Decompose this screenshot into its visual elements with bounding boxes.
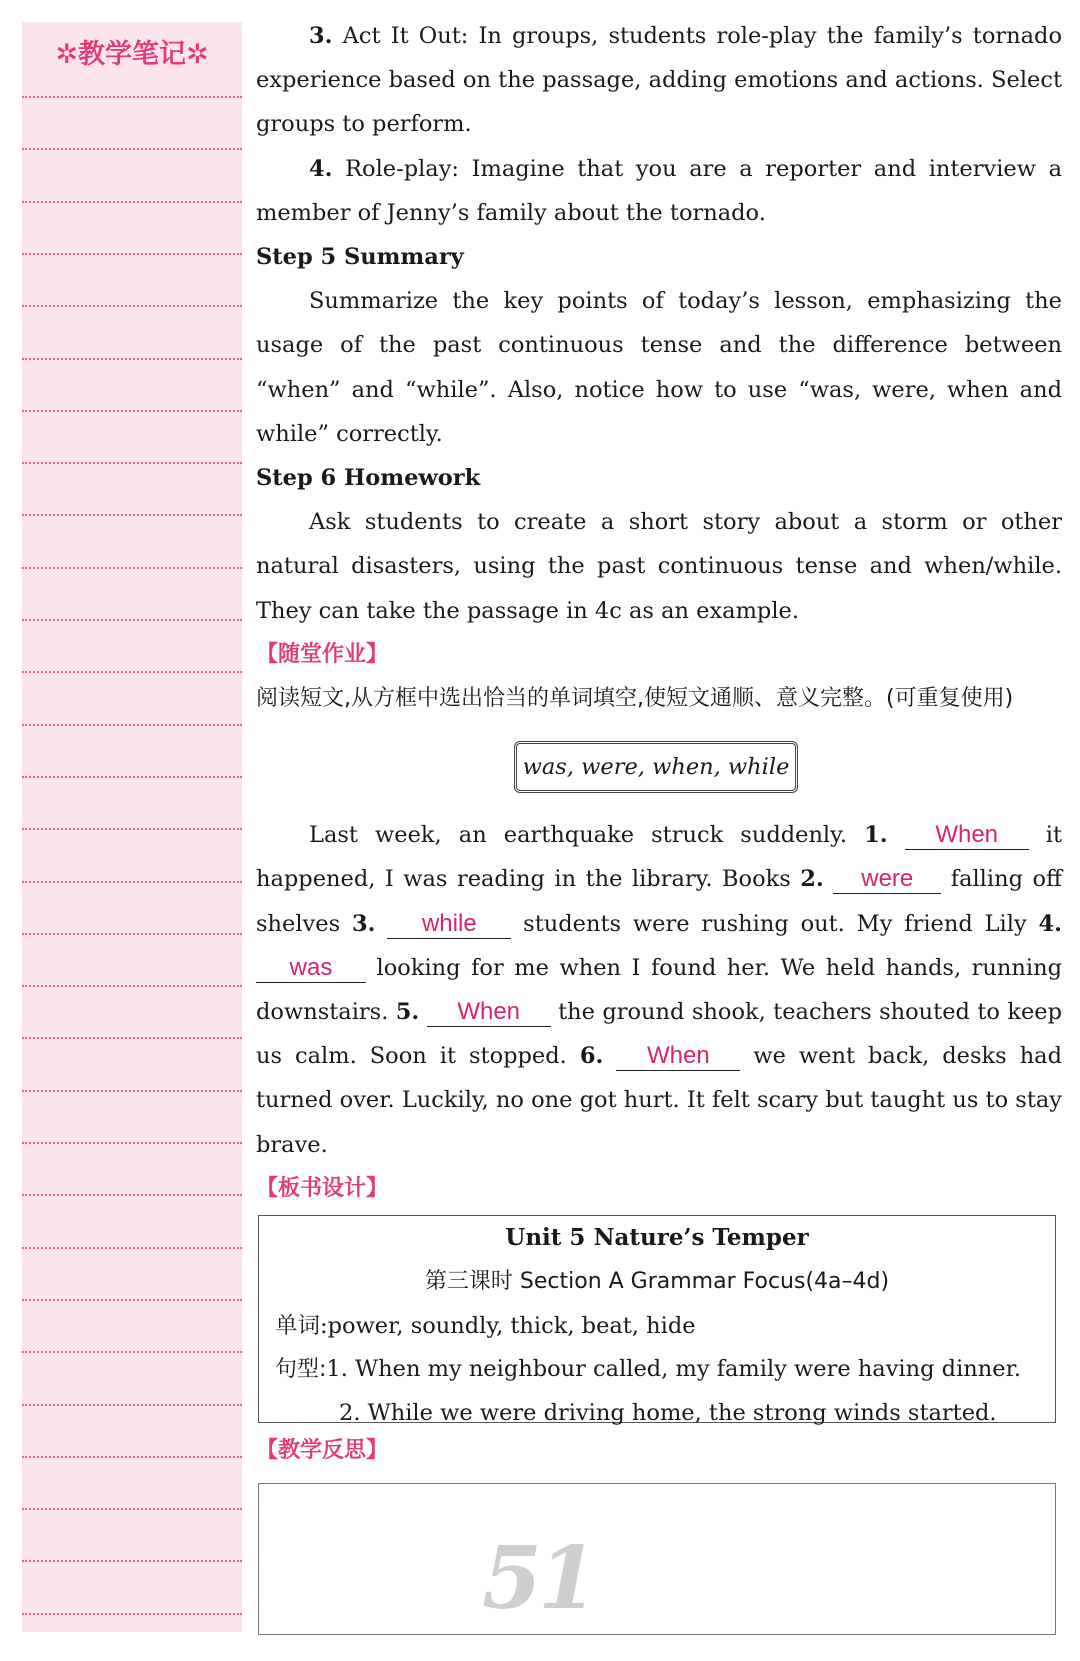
activity-3-text: Act It Out: In groups, students role-play the family’s tornado experience based on the passage, adding emotions and actions. Select groups to perform. — [256, 23, 1062, 138]
note-line — [22, 828, 242, 830]
cloze-passage — [256, 813, 1062, 1167]
note-line — [22, 1560, 242, 1562]
passage-text: the ground shook, teachers shouted to keep us calm. Soon it stopped. — [256, 999, 1062, 1070]
note-line — [22, 358, 242, 360]
answer-blank-5: When — [427, 998, 551, 1027]
reflection-box[interactable] — [258, 1483, 1056, 1635]
note-line — [22, 985, 242, 987]
passage-text: looking for me when I found her. We held hands, running downstairs. — [256, 954, 1062, 1026]
note-line — [22, 253, 242, 255]
activity-4-number: 4. — [309, 155, 333, 182]
step5-text: Summarize the key points of today’s lesson, emphasizing the usage of the past continuous tense and the difference between “when” and “while”. Also, notice how to use “was, were, when and while” correctly. — [256, 288, 1062, 447]
board-sentence-2: 2. While we were driving home, the strong winds started. — [339, 1400, 997, 1427]
passage-text: it happened, I was reading in the library. Books — [256, 822, 1063, 893]
note-line — [22, 201, 242, 203]
activity-4 — [256, 147, 1062, 235]
note-line — [22, 1456, 242, 1458]
note-line — [22, 1247, 242, 1249]
blank-number: 4. — [1038, 910, 1062, 937]
note-line — [22, 1194, 242, 1196]
blank-number: 2. — [800, 866, 824, 893]
blank-number: 3. — [351, 910, 376, 937]
note-line — [22, 410, 242, 412]
board-sentence-1-text: 1. When my neighbour called, my family were having dinner. — [326, 1356, 1022, 1383]
notes-sidebar — [22, 22, 242, 1632]
note-line — [22, 881, 242, 883]
note-line — [22, 776, 242, 778]
answer-blank-3: while — [387, 910, 511, 939]
blank-number: 5. — [395, 999, 420, 1026]
answer-blank-1: When — [905, 821, 1029, 850]
activity-4-text: Role-play: Imagine that you are a reporter and interview a member of Jenny’s family about the tornado. — [256, 155, 1062, 226]
board-design-heading: 【板书设计】 — [256, 1175, 389, 1201]
activity-3-number: 3. — [309, 23, 333, 49]
board-pattern-label: 句型: — [275, 1357, 327, 1383]
note-line — [22, 619, 242, 621]
note-line — [22, 724, 242, 726]
note-line — [22, 1090, 242, 1092]
step6-text: Ask students to create a short story about a storm or other natural disasters, using the past continuous tense and when/while. They can take the passage in 4c as an example. — [256, 509, 1062, 624]
exercise-heading: 【随堂作业】 — [256, 641, 389, 667]
note-line — [22, 462, 242, 464]
note-line — [22, 1508, 242, 1510]
board-sentence-1 — [275, 1347, 1021, 1392]
note-line — [22, 1404, 242, 1406]
note-line — [22, 96, 242, 98]
note-line — [22, 514, 242, 516]
answer-blank-6: When — [616, 1042, 740, 1071]
exercise-instruction: 阅读短文,从方框中选出恰当的单词填空,使短文通顺、意义完整。(可重复使用) — [256, 686, 1014, 712]
answer-blank-4: was — [256, 954, 366, 983]
main-content — [256, 14, 1062, 1635]
note-line — [22, 1037, 242, 1039]
sidebar-title: ✲教学笔记✲ — [55, 39, 209, 70]
step5-heading: Step 5 Summary — [256, 244, 464, 271]
passage-text: Last week, an earthquake struck suddenly. — [309, 822, 865, 849]
note-line — [22, 671, 242, 673]
reflection-heading: 【教学反思】 — [256, 1438, 389, 1464]
note-line — [22, 148, 242, 150]
note-line — [22, 1142, 242, 1144]
blank-number: 6. — [579, 1043, 604, 1070]
note-line — [22, 933, 242, 935]
note-line — [22, 1299, 242, 1301]
note-line — [22, 305, 242, 307]
board-design-box — [258, 1215, 1056, 1427]
passage-text: we went back, desks had turned over. Luckily, no one got hurt. It felt scary but taught us to stay brave. — [256, 1043, 1062, 1158]
blank-number: 1. — [864, 822, 888, 849]
passage-text: students were rushing out. My friend Lily — [511, 910, 1039, 937]
page-number: 51 — [482, 1528, 594, 1629]
note-line — [22, 567, 242, 569]
answer-blank-2: were — [833, 865, 941, 894]
passage-text: falling off shelves — [256, 866, 1062, 937]
step6-heading: Step 6 Homework — [256, 465, 481, 492]
activity-3 — [256, 14, 1062, 147]
note-line — [22, 1613, 242, 1615]
word-box-area — [256, 721, 1062, 813]
board-title: Unit 5 Nature’s Temper — [505, 1224, 809, 1252]
board-subtitle: 第三课时 Section A Grammar Focus(4a–4d) — [424, 1269, 890, 1295]
board-vocab: 单词:power, soundly, thick, beat, hide — [275, 1313, 696, 1340]
note-line — [22, 1351, 242, 1353]
word-box: was, were, when, while — [514, 741, 798, 793]
